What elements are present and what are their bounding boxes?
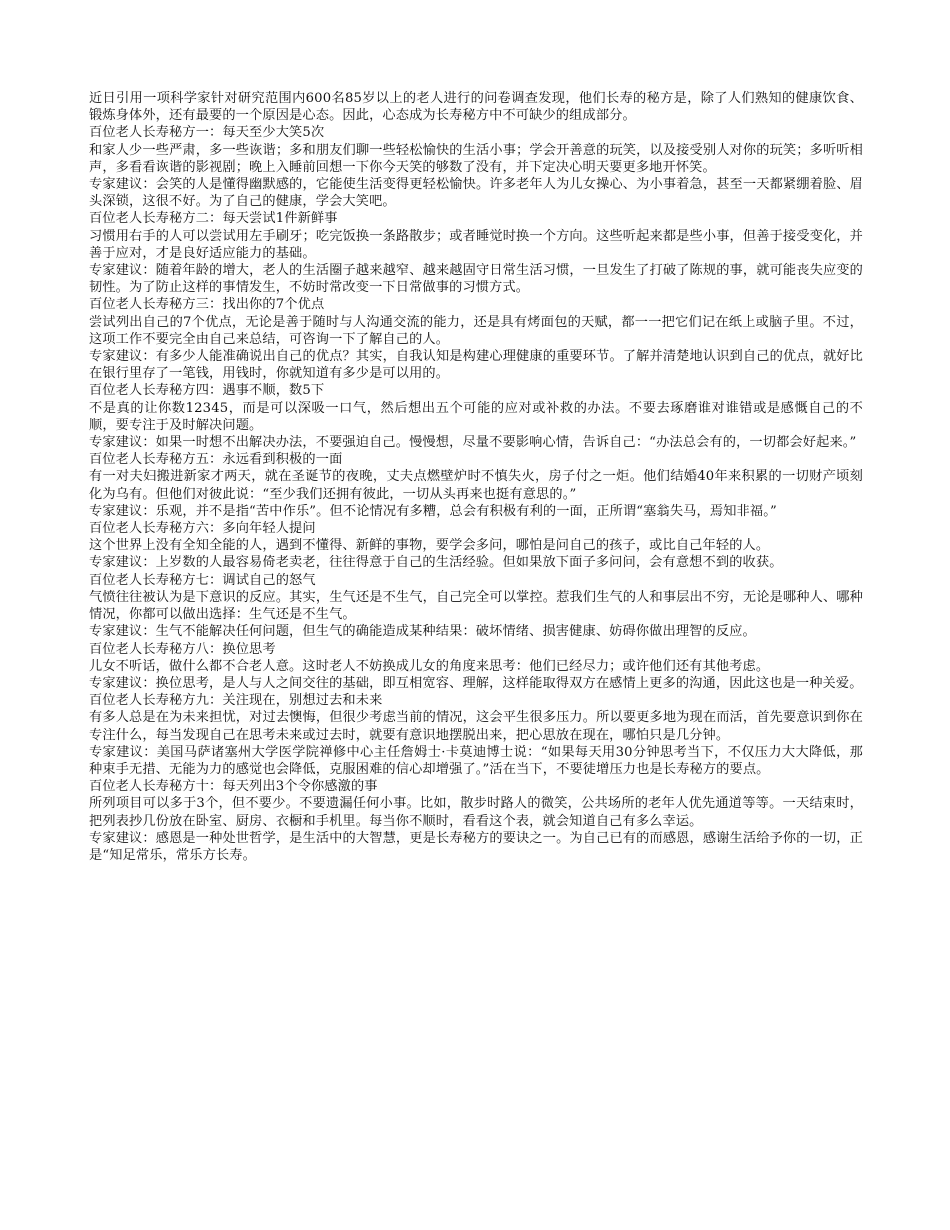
section-6-body: 这个世界上没有全知全能的人，遇到不懂得、新鲜的事物，要学会多问，哪怕是问自己的孩子，或比自己年轻的人。 [89, 538, 770, 554]
section-8-body: 儿女不听话，做什么都不合老人意。这时老人不妨换成儿女的角度来思考：他们已经尽力；或许他们还有其他考虑。 [89, 658, 770, 674]
section-7-title: 百位老人长寿秘方七：调试自己的怒气 [89, 572, 316, 588]
section-6-title: 百位老人长寿秘方六：多向年轻人提问 [89, 521, 316, 537]
section-7-body: 气愤往往被认为是下意识的反应。其实，生气还是不生气，自己完全可以掌控。惹我们生气的人和事层出不穷，无论是哪种人、哪种情况，你都可以做出选择：生气还是不生气。 [89, 589, 863, 623]
section-4-advice: 专家建议：如果一时想不出解决办法，不要强迫自己。慢慢想，尽量不要影响心情，告诉自己：“办法总会有的，一切都会好起来。” [89, 435, 857, 451]
section-4-body: 不是真的让你数12345，而是可以深吸一口气，然后想出五个可能的应对或补救的办法。不要去琢磨谁对谁错或是感慨自己的不顺，要专注于及时解决问题。 [89, 400, 863, 433]
section-9-title: 百位老人长寿秘方九：关注现在，别想过去和未来 [89, 693, 383, 709]
section-1-title: 百位老人长寿秘方一：每天至少大笑5次 [89, 125, 325, 141]
section-2-title: 百位老人长寿秘方二：每天尝试1件新鲜事 [89, 211, 338, 227]
section-6-advice: 专家建议：上岁数的人最容易倚老卖老，往往得意于自己的生活经验。但如果放下面子多问问，会有意想不到的收获。 [89, 555, 783, 571]
section-1-body: 和家人少一些严肃，多一些诙谐；多和朋友们聊一些轻松愉快的生活小事；学会开善意的玩笑，以及接受别人对你的玩笑；多听听相声，多看看诙谐的影视剧；晚上入睡前回想一下你今天笑的够数了没有，并下定决心明天要更多地开怀笑。 [89, 142, 863, 175]
section-8-advice: 专家建议：换位思考，是人与人之间交往的基础，即互相宽容、理解，这样能取得双方在感情上更多的沟通，因此这也是一种关爱。 [89, 675, 863, 691]
section-10-title: 百位老人长寿秘方十：每天列出3个令你感激的事 [89, 779, 378, 795]
section-5-body: 有一对夫妇搬进新家才两天，就在圣诞节的夜晚，丈夫点燃壁炉时不慎失火，房子付之一炬。他们结婚40年来积累的一切财产顷刻化为乌有。但他们对彼此说：“至少我们还拥有彼此，一切从头再来也挺有意思的。” [89, 469, 863, 502]
section-10-body: 所列项目可以多于3个，但不要少。不要遗漏任何小事。比如，散步时路人的微笑，公共场所的老年人优先通道等等。一天结束时，把列表抄几份放在卧室、厨房、衣橱和手机里。每当你不顺时，看看这个表，就会知道自己有多么幸运。 [89, 796, 863, 829]
intro-paragraph: 近日引用一项科学家针对研究范围内600名85岁以上的老人进行的问卷调查发现，他们长寿的秘方是，除了人们熟知的健康饮食、锻炼身体外，还有最要的一个原因是心态。因此，心态成为长寿秘方中不可缺少的组成部分。 [89, 91, 863, 124]
section-9-body: 有多人总是在为未来担忧，对过去懊悔，但很少考虑当前的情况，这会平生很多压力。所以要更多地为现在而活，首先要意识到你在专注什么，每当发现自己在思考未来或过去时，就要有意识地摆脱出来，把心思放在现在，哪怕只是几分钟。 [89, 710, 863, 743]
section-5-title: 百位老人长寿秘方五：永远看到积极的一面 [89, 452, 343, 468]
section-2-advice: 专家建议：随着年龄的增大，老人的生活圈子越来越窄、越来越固守日常生活习惯，一旦发生了打破了陈规的事，就可能丧失应变的韧性。为了防止这样的事情发生，不妨时常改变一下日常做事的习惯方式。 [89, 263, 863, 296]
document-body [89, 90, 863, 864]
section-8-title: 百位老人长寿秘方八：换位思考 [89, 641, 276, 657]
section-4-title: 百位老人长寿秘方四：遇事不顺，数5下 [89, 383, 325, 399]
section-7-advice: 专家建议：生气不能解决任何问题，但生气的确能造成某种结果：破坏情绪、损害健康、妨碍你做出理智的反应。 [89, 624, 756, 640]
section-10-advice: 专家建议：感恩是一种处世哲学，是生活中的大智慧，更是长寿秘方的要诀之一。为自己已有的而感恩，感谢生活给予你的一切，正是“知足常乐，常乐方长寿。 [89, 830, 863, 863]
section-3-body: 尝试列出自己的7个优点，无论是善于随时与人沟通交流的能力，还是具有烤面包的天赋，都一一把它们记在纸上或脑子里。不过，这项工作不要完全由自己来总结，可咨询一下了解自己的人。 [89, 314, 863, 347]
section-1-advice: 专家建议：会笑的人是懂得幽默感的，它能使生活变得更轻松愉快。许多老年人为儿女操心、为小事着急，甚至一天都紧绷着脸、眉头深锁，这很不好。为了自己的健康，学会大笑吧。 [89, 177, 863, 210]
section-5-advice: 专家建议：乐观，并不是指“苦中作乐”。但不论情况有多糟，总会有积极有利的一面，正所谓“塞翁失马，焉知非福。” [89, 503, 777, 519]
section-2-body: 习惯用右手的人可以尝试用左手刷牙；吃完饭换一条路散步；或者睡觉时换一个方向。这些听起来都是些小事，但善于接受变化，并善于应对，才是良好适应能力的基础。 [89, 228, 863, 261]
section-3-advice: 专家建议：有多少人能准确说出自己的优点？其实，自我认知是构建心理健康的重要环节。了解并清楚地认识到自己的优点，就好比在银行里存了一笔钱，用钱时，你就知道有多少是可以用的。 [89, 349, 863, 382]
section-9-advice: 专家建议：美国马萨诸塞州大学医学院禅修中心主任詹姆士·卡莫迪博士说：“如果每天用30分钟思考当下，不仅压力大大降低，那种束手无措、无能为力的感觉也会降低，克服困难的信心却增强了。”活在当下，不要徒增压力也是长寿秘方的要点。 [89, 744, 863, 777]
section-3-title: 百位老人长寿秘方三：找出你的7个优点 [89, 297, 325, 313]
